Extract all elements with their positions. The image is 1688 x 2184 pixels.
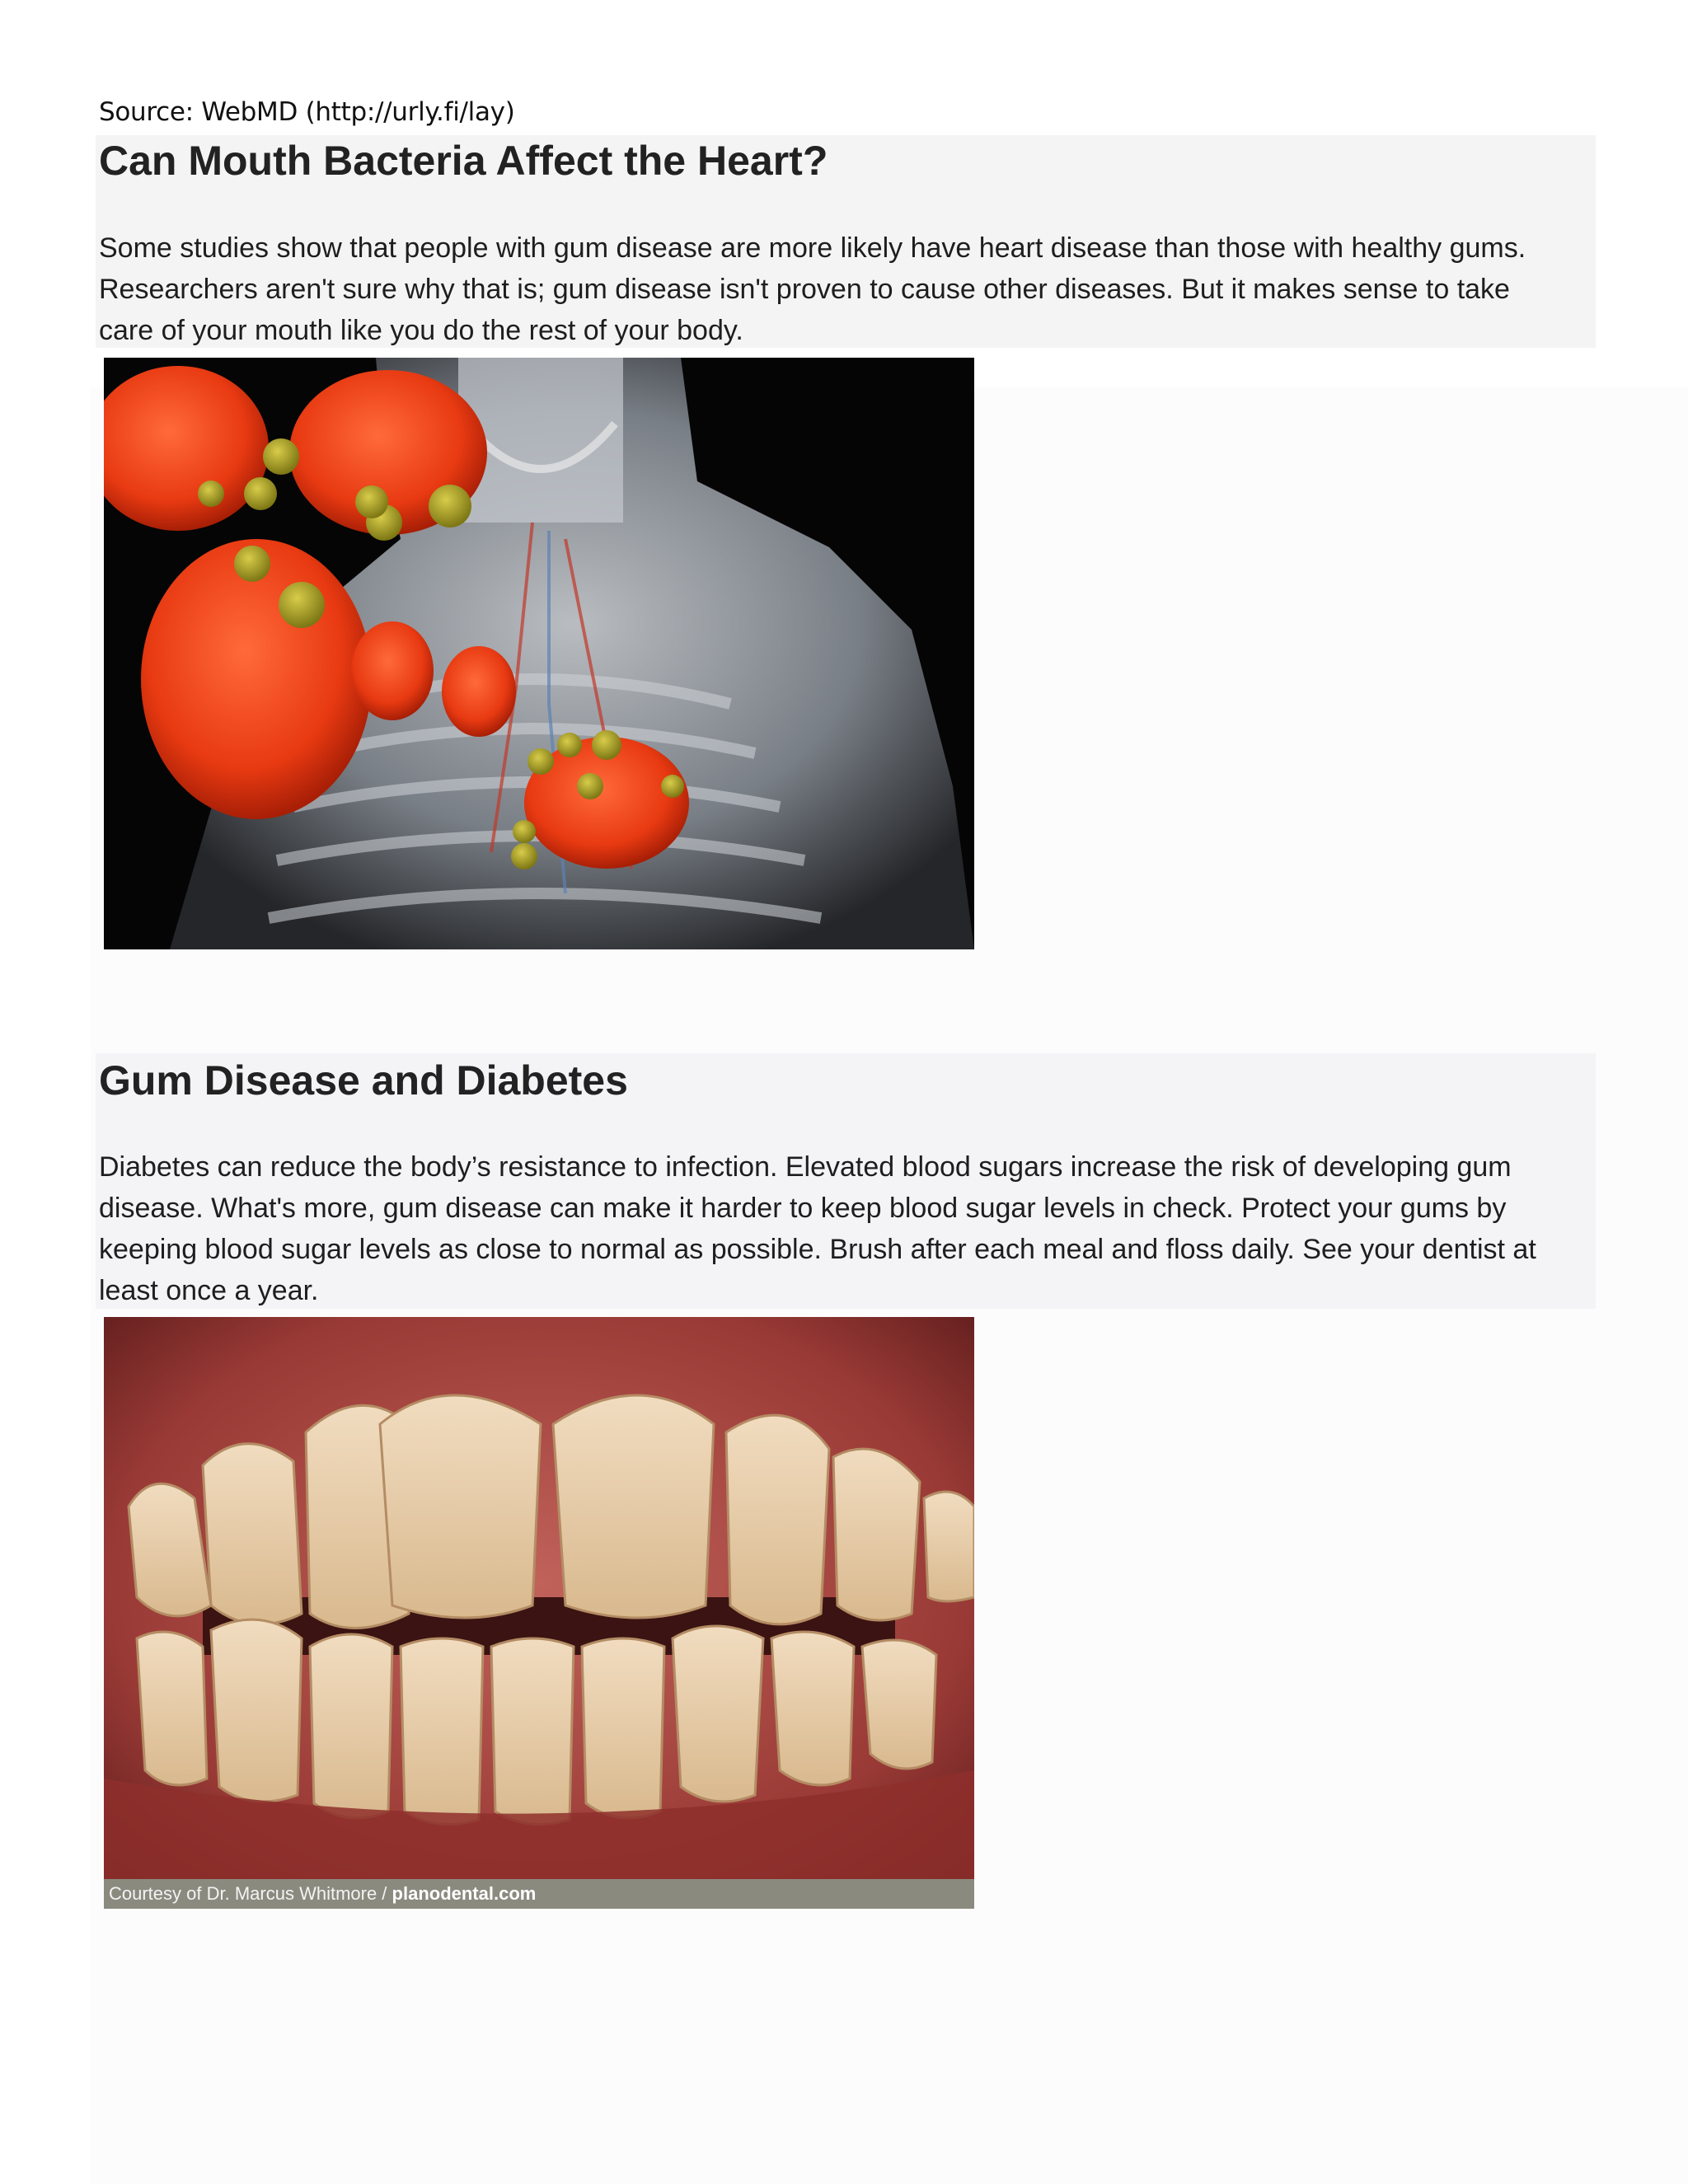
bacteria-heart-image xyxy=(104,358,974,949)
body-line: keeping blood sugar levels as close to normal as possible. Brush after each meal and floss daily. See your dentist at xyxy=(99,1234,1536,1265)
body-line: Researchers aren't sure why that is; gum disease isn't proven to cause other diseases. But it makes sense to take xyxy=(99,274,1510,305)
body-line: Diabetes can reduce the body’s resistance to infection. Elevated blood sugars increase the risk of developing gum xyxy=(99,1151,1512,1183)
body-line: care of your mouth like you do the rest of your body. xyxy=(99,315,743,346)
source-citation: Source: WebMD (http://urly.fi/lay) xyxy=(99,97,515,127)
gum-disease-teeth-photo xyxy=(104,1317,974,1909)
image-credit-site: planodental.com xyxy=(392,1883,537,1904)
section-heading: Gum Disease and Diabetes xyxy=(99,1057,628,1104)
teeth-image xyxy=(104,1317,974,1909)
section-body xyxy=(99,1146,1615,1311)
body-line: least once a year. xyxy=(99,1275,319,1306)
body-line: Some studies show that people with gum disease are more likely have heart disease than those with healthy gums. xyxy=(99,232,1526,264)
bacteria-heart-illustration xyxy=(104,358,974,949)
section-body xyxy=(99,227,1615,351)
image-credit-prefix: Courtesy of Dr. Marcus Whitmore / xyxy=(109,1883,392,1904)
body-line: disease. What's more, gum disease can make it harder to keep blood sugar levels in check. Protect your gums by xyxy=(99,1193,1507,1224)
image-credit xyxy=(104,1879,974,1909)
section-heading: Can Mouth Bacteria Affect the Heart? xyxy=(99,138,828,184)
